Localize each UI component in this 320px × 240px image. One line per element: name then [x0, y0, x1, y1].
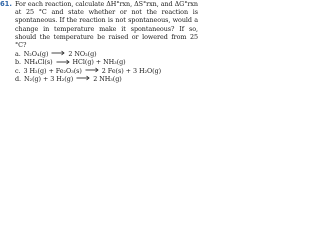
- products: HCl(g) + NH₃(g): [72, 58, 126, 67]
- reaction-c: [15, 67, 198, 75]
- right-arrow-icon: [56, 59, 70, 65]
- reaction-list: [15, 50, 198, 83]
- problem-61: [0, 0, 198, 83]
- textbook-page: [0, 0, 200, 83]
- products: 2 Fe(s) + 3 H₂O(g): [101, 66, 162, 75]
- reaction-b: [15, 58, 198, 66]
- reactants: N₂O₄(g): [23, 50, 49, 59]
- reactants: 3 H₂(g) + Fe₂O₃(s): [23, 66, 82, 75]
- products: 2 NH₃(g): [93, 74, 122, 83]
- part-label: d.: [15, 74, 22, 83]
- reaction-a: [15, 50, 198, 58]
- part-label: c.: [15, 66, 21, 75]
- problem-stem: For each reaction, calculate ΔH°rxn, ΔS°rxn, and ΔG°rxn at 25 °C and state whether or not the reaction is spontaneous. If the reaction is not spontaneous, would a change in temperature make it spontaneous? If so, should the temperature be raised or lowered from 25 °C?: [15, 0, 198, 50]
- part-label: b.: [15, 58, 22, 67]
- right-arrow-icon: [76, 75, 90, 81]
- products: 2 NO₂(g): [68, 50, 97, 59]
- reaction-d: [15, 75, 198, 83]
- part-label: a.: [15, 50, 21, 59]
- problem-number: 61.: [0, 0, 12, 8]
- right-arrow-icon: [51, 50, 65, 56]
- reactants: NH₄Cl(s): [24, 58, 53, 67]
- right-arrow-icon: [85, 67, 99, 73]
- reactants: N₂(g) + 3 H₂(g): [24, 74, 74, 83]
